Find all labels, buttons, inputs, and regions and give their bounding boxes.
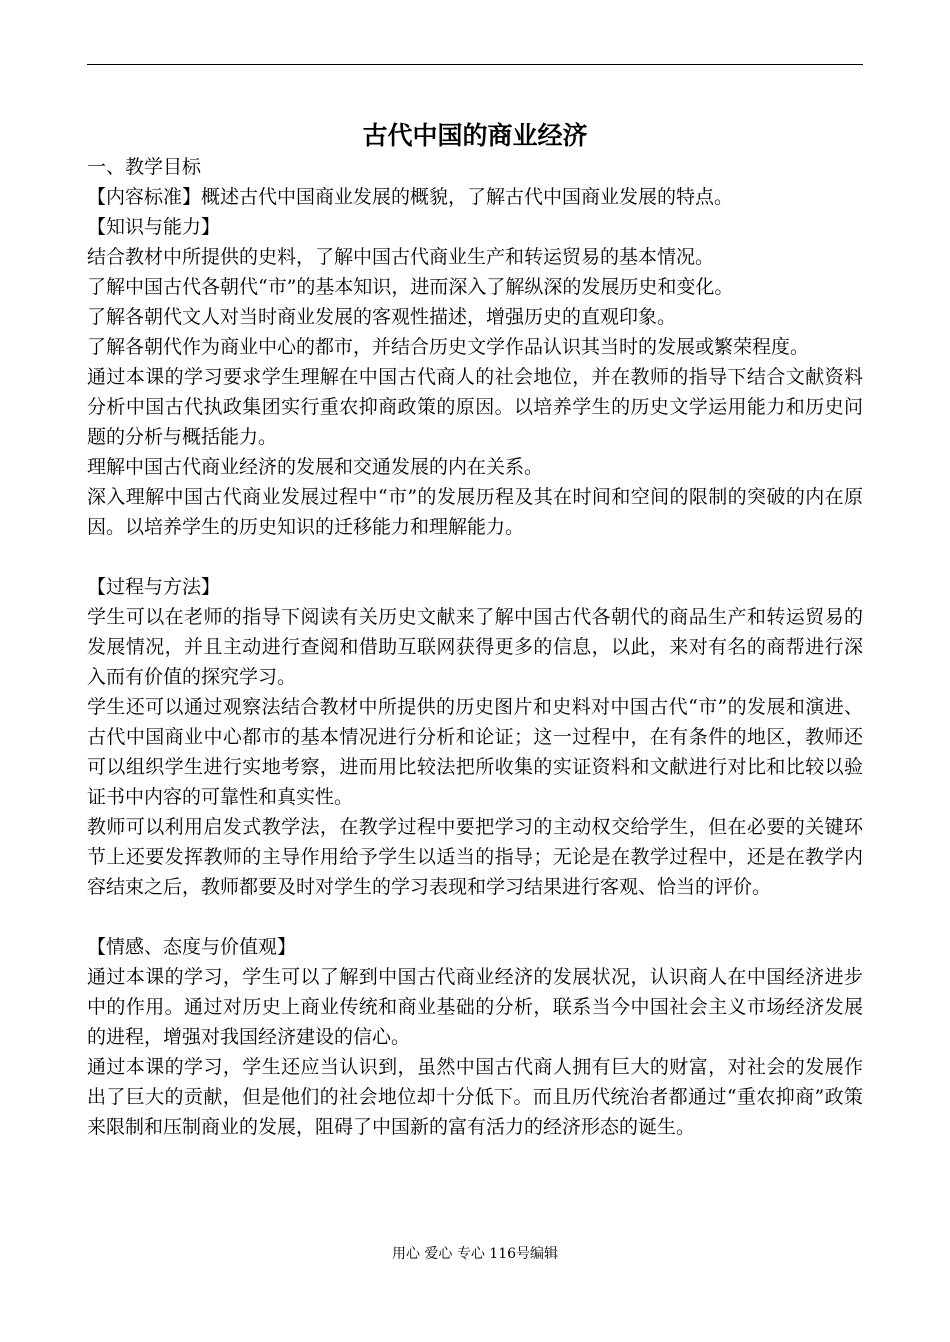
header-rule <box>87 64 863 65</box>
subheading-process-method: 【过程与方法】 <box>87 576 221 598</box>
knowledge-item: 深入理解中国古代商业发展过程中“市”的发展历程及其在时间和空间的限制的突破的内在原因。以培养学生的历史知识的迁移能力和理解能力。 <box>87 486 863 538</box>
subheading-emotion-values: 【情感、态度与价值观】 <box>87 936 297 958</box>
blank-line <box>87 902 863 932</box>
document-body <box>87 152 863 1142</box>
subheading-knowledge-ability: 【知识与能力】 <box>87 216 221 238</box>
process-paragraph: 学生可以在老师的指导下阅读有关历史文献来了解中国古代各朝代的商品生产和转运贸易的发展情况，并且主动进行查阅和借助互联网获得更多的信息，以此，来对有名的商帮进行深入而有价值的探究学习。 <box>87 606 863 688</box>
knowledge-item: 了解各朝代文人对当时商业发展的客观性描述，增强历史的直观印象。 <box>87 306 677 328</box>
blank-line <box>87 542 863 572</box>
document-title: 古代中国的商业经济 <box>362 121 588 150</box>
page-footer: 用心 爱心 专心 116号编辑 <box>391 1246 559 1262</box>
knowledge-item: 通过本课的学习要求学生理解在中国古代商人的社会地位，并在教师的指导下结合文献资料分析中国古代执政集团实行重农抑商政策的原因。以培养学生的历史文学运用能力和历史问题的分析与概括能力。 <box>87 366 863 448</box>
values-paragraph: 通过本课的学习，学生可以了解到中国古代商业经济的发展状况，认识商人在中国经济进步中的作用。通过对历史上商业传统和商业基础的分析，联系当今中国社会主义市场经济发展的进程，增强对我国经济建设的信心。 <box>87 966 863 1048</box>
section-heading-objectives: 一、教学目标 <box>87 156 202 178</box>
process-paragraph: 教师可以利用启发式教学法，在教学过程中要把学习的主动权交给学生，但在必要的关键环节上还要发挥教师的主导作用给予学生以适当的指导；无论是在教学过程中，还是在教学内容结束之后，教师都要及时对学生的学习表现和学习结果进行客观、恰当的评价。 <box>87 816 863 898</box>
knowledge-item: 结合教材中所提供的史料，了解中国古代商业生产和转运贸易的基本情况。 <box>87 246 715 268</box>
content-standard: 【内容标准】概述古代中国商业发展的概貌，了解古代中国商业发展的特点。 <box>87 186 734 208</box>
values-paragraph: 通过本课的学习，学生还应当认识到，虽然中国古代商人拥有巨大的财富，对社会的发展作出了巨大的贡献，但是他们的社会地位却十分低下。而且历代统治者都通过“重农抑商”政策来限制和压制商业的发展，阻碍了中国新的富有活力的经济形态的诞生。 <box>87 1056 863 1138</box>
process-paragraph: 学生还可以通过观察法结合教材中所提供的历史图片和史料对中国古代“市”的发展和演进、古代中国商业中心都市的基本情况进行分析和论证；这一过程中，在有条件的地区，教师还可以组织学生进行实地考察，进而用比较法把所收集的实证资料和文献进行对比和比较以验证书中内容的可靠性和真实性。 <box>87 696 863 808</box>
knowledge-item: 了解各朝代作为商业中心的都市，并结合历史文学作品认识其当时的发展或繁荣程度。 <box>87 336 810 358</box>
knowledge-item: 理解中国古代商业经济的发展和交通发展的内在关系。 <box>87 456 544 478</box>
knowledge-item: 了解中国古代各朝代“市”的基本知识，进而深入了解纵深的发展历史和变化。 <box>87 276 734 298</box>
